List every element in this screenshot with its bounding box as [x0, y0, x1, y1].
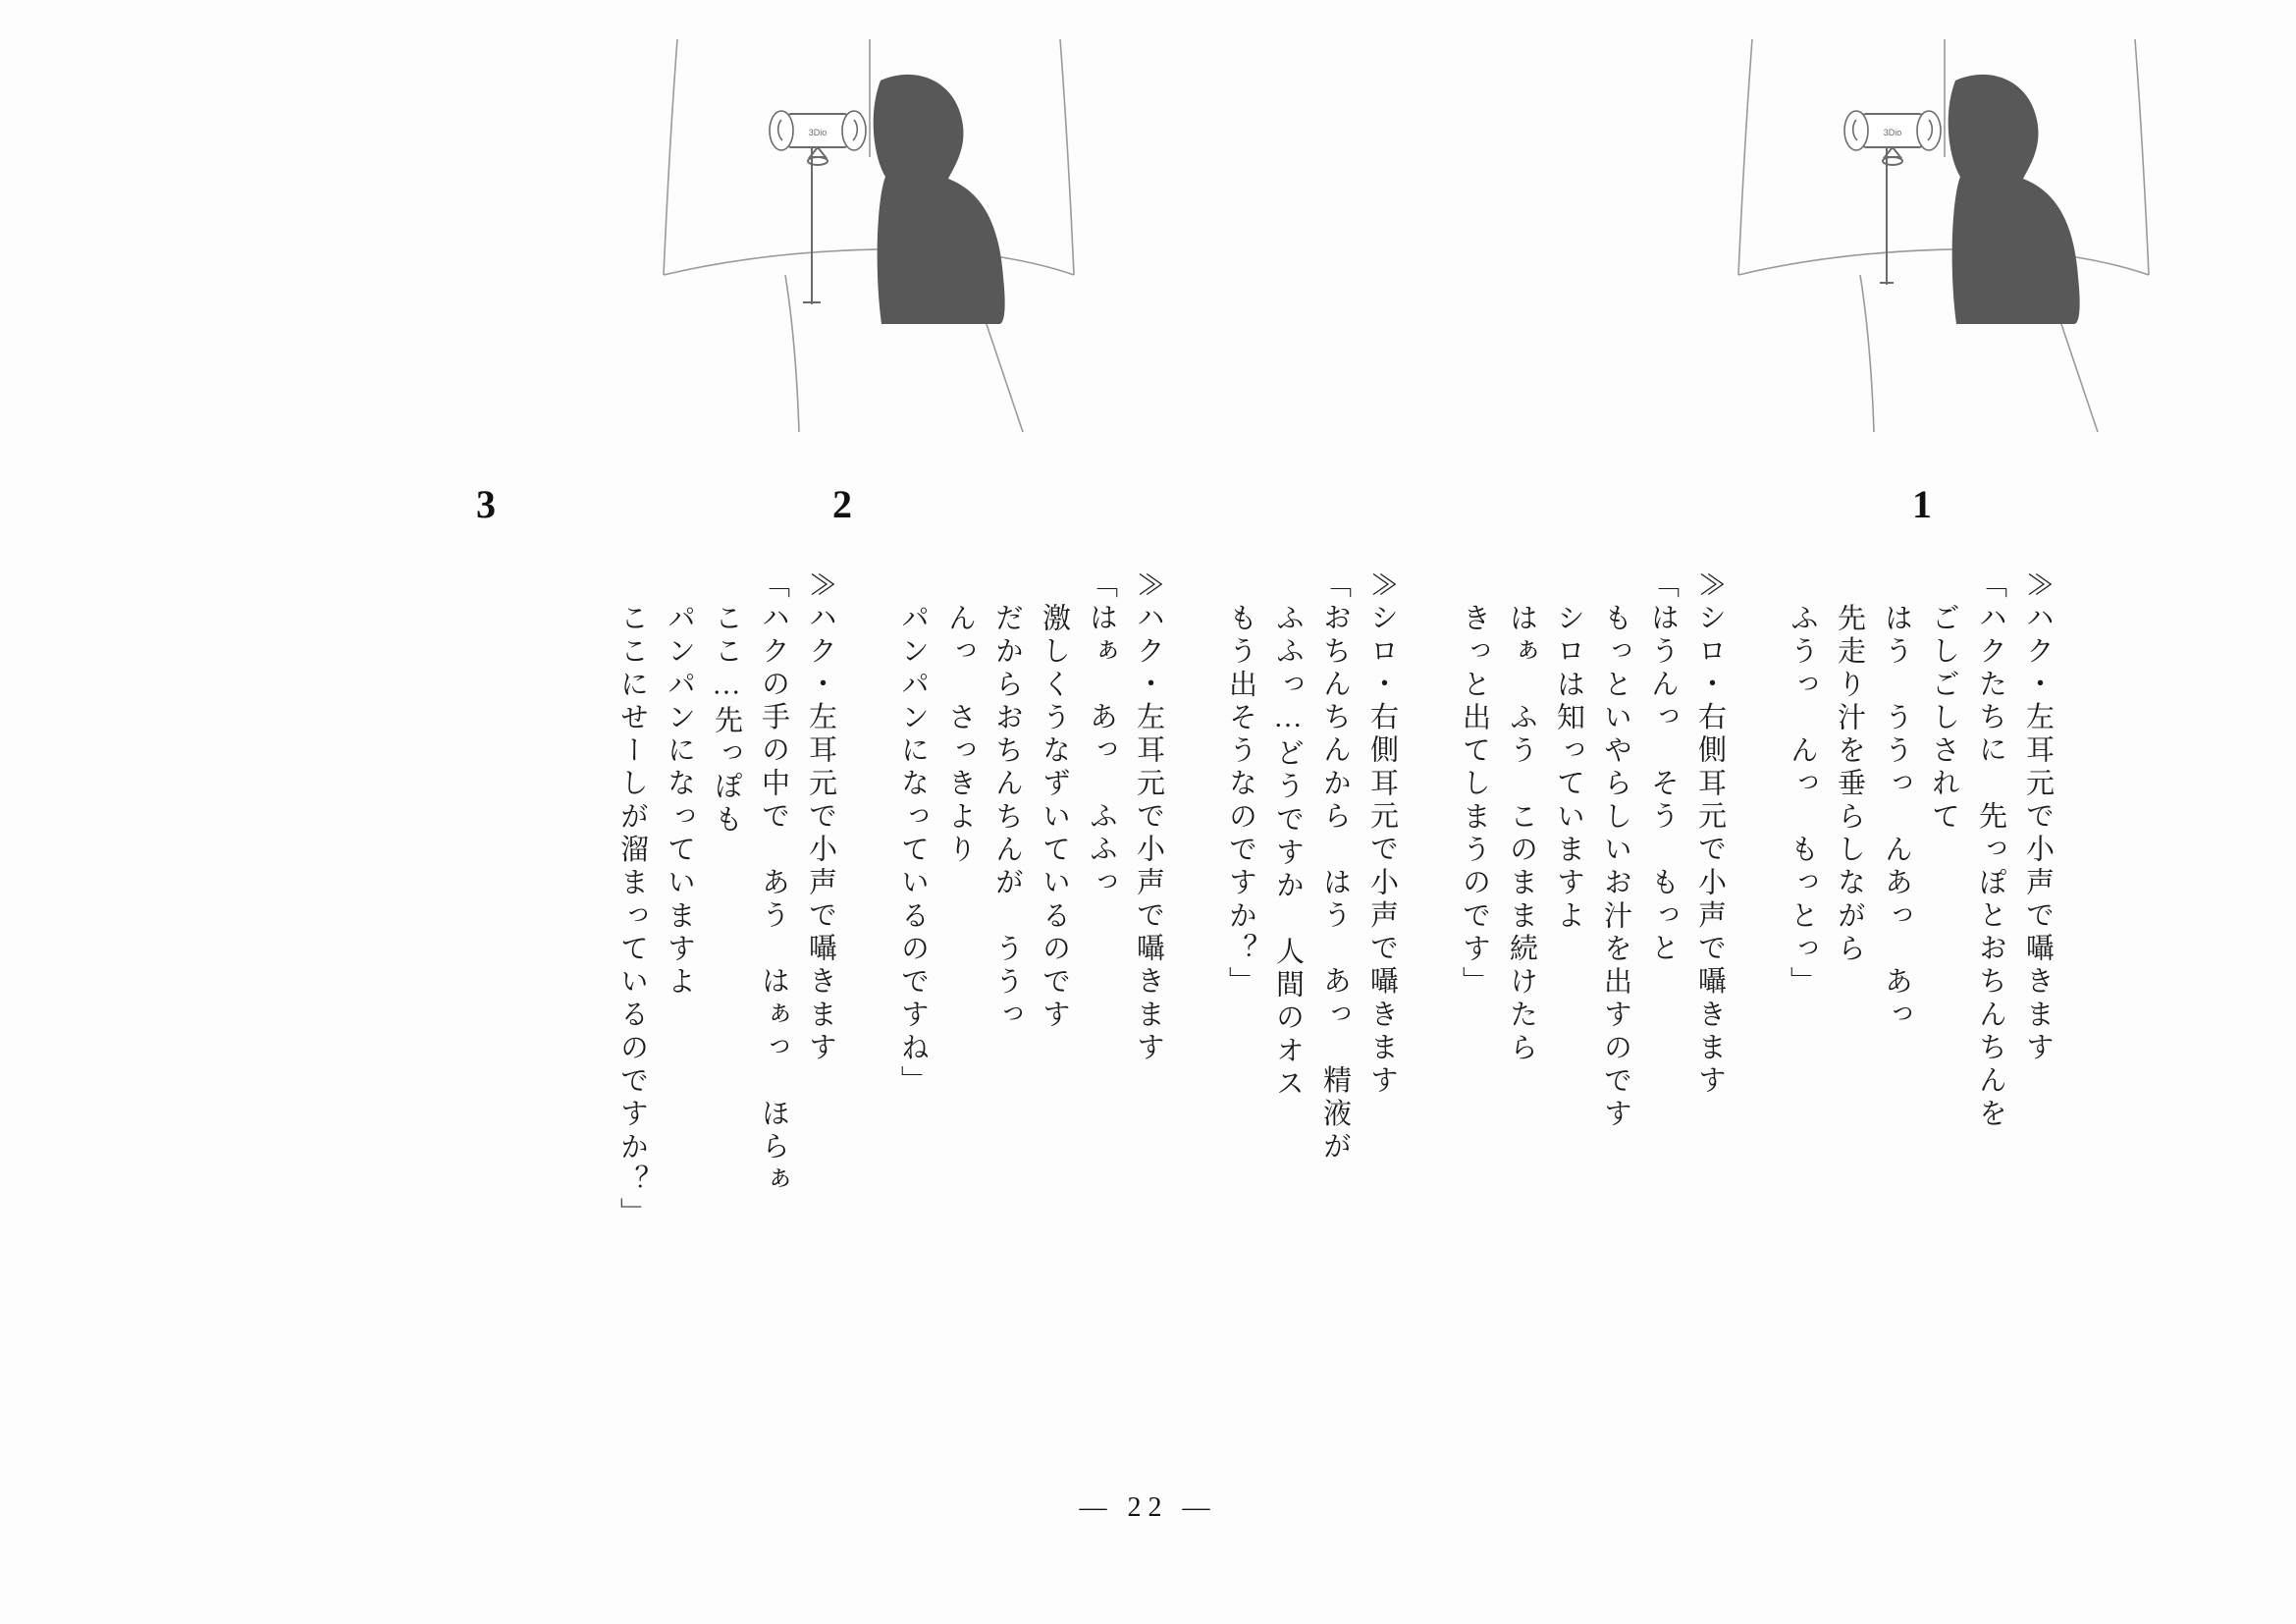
mic-brand-label: 3Dio — [1883, 128, 1902, 137]
text-column: ふふっ…どうですか 人間のオス — [1272, 603, 1304, 1102]
text-column: ≫シロ・右側耳元で小声で囁きます — [1366, 569, 1398, 1099]
text-column: 「はぁ あっ ふふっ — [1086, 569, 1117, 900]
illustration-panel-1 — [1713, 29, 2174, 442]
figure-silhouette — [874, 75, 1005, 324]
text-column: 先走り汁を垂らしながら — [1834, 603, 1865, 967]
text-column: 「ハクたちに 先っぽとおちんちんを — [1975, 569, 2006, 1131]
text-column: パンパンになっているのですね」 — [897, 603, 929, 1099]
text-column: ここにせーしが溜まっているのですか？」 — [616, 603, 648, 1231]
text-column: もう出そうなのですか？」 — [1225, 603, 1256, 1000]
panel-number-3: 3 — [476, 482, 496, 526]
text-column: パンパンになっていますよ — [664, 603, 695, 1000]
text-column: ≫ハク・左耳元で小声で囁きます — [805, 569, 836, 1065]
text-column: 「ハクの手の中で あう はぁっ ほらぁ — [758, 569, 789, 1198]
text-column: ごしごしされて — [1928, 603, 1959, 835]
text-column: 「おちんちんから はう あっ 精液が — [1319, 569, 1351, 1164]
illustration-panel-2 — [638, 29, 1099, 442]
panel-number-1: 1 — [1912, 482, 1932, 526]
text-column: ≫シロ・右側耳元で小声で囁きます — [1694, 569, 1726, 1099]
text-column: きっと出てしまうのです」 — [1459, 603, 1490, 1000]
panel-number-2: 2 — [832, 482, 852, 526]
text-column: ≫ハク・左耳元で小声で囁きます — [1133, 569, 1164, 1065]
text-column: ここ…先っぽも — [711, 603, 742, 838]
text-column: シロは知っていますよ — [1553, 603, 1584, 934]
text-column: んっ さっきより — [944, 603, 976, 868]
figure-silhouette — [1949, 75, 2080, 324]
page-folio: — 22 — — [1079, 1492, 1217, 1523]
text-column: はぁ ふう このまま続けたら — [1506, 603, 1537, 1065]
text-column: ふうっ んっ もっとっ」 — [1787, 603, 1818, 1000]
text-column: 激しくうなずいているのです — [1039, 603, 1070, 1033]
mic-brand-label: 3Dio — [808, 128, 828, 137]
text-column: ≫ハク・左耳元で小声で囁きます — [2022, 569, 2054, 1065]
text-column: 「はうんっ そう もっと — [1647, 569, 1679, 966]
text-column: もっといやらしいお汁を出すのです — [1600, 603, 1631, 1132]
text-column: はう ううっ んあっ あっ — [1881, 603, 1912, 1033]
text-column: だからおちんちんが ううっ — [991, 603, 1023, 1033]
vertical-text-body — [294, 569, 2052, 1453]
